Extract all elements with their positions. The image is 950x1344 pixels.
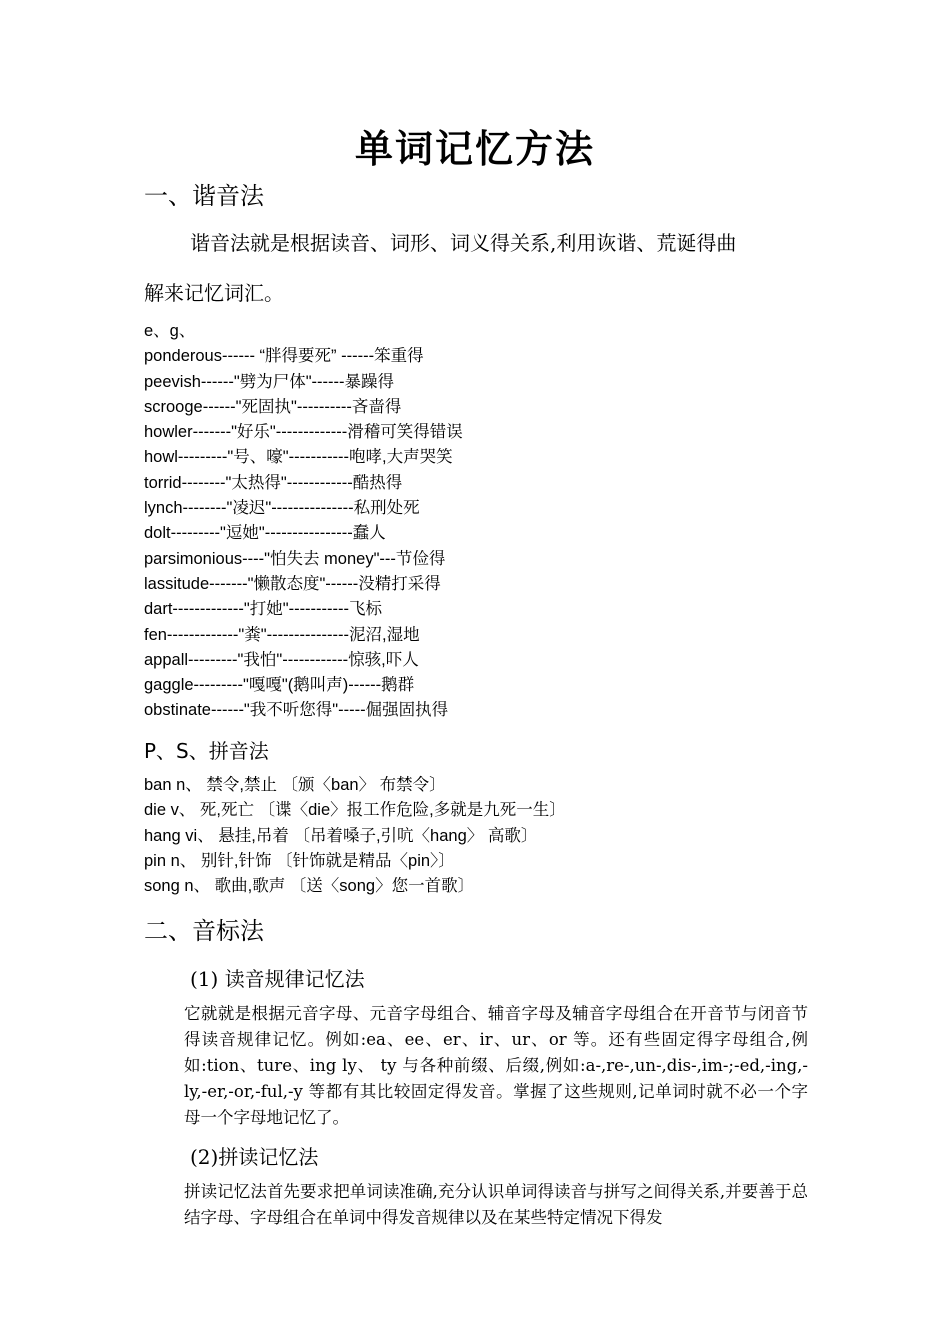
homophone-intro (144, 218, 814, 318)
list-item: pin n、 别针,针饰 〔针饰就是精品〈pin〉〕 (144, 851, 455, 870)
list-item: dart-------------"打她"-----------飞标 (144, 600, 383, 619)
list-item: die v、 死,死亡 〔谍〈die〉报工作危险,多就是九死一生〕 (144, 801, 566, 820)
page-title: 单词记忆方法 (354, 127, 595, 171)
list-item: appall---------"我怕"------------惊骇,吓人 (144, 650, 419, 669)
spelling-paragraph (144, 1179, 808, 1231)
list-item: song n、 歌曲,歌声 〔送〈song〉您一首歌〕 (144, 877, 475, 896)
list-item: howler-------"好乐"-------------滑稽可笑得错误 (144, 423, 463, 442)
list-item: hang vi、 悬挂,吊着 〔吊着嗓子,引吭〈hang〉 高歌〕 (144, 826, 538, 845)
pinyin-heading: P、S、拼音法 (144, 739, 269, 763)
list-item: ban n、 禁令,禁止 〔颁〈ban〉 布禁令〕 (144, 776, 446, 794)
list-item: torrid--------"太热得"------------酷热得 (144, 473, 403, 492)
list-item: gaggle---------"嘎嘎"(鹅叫声)------鹅群 (144, 676, 415, 695)
rules-paragraph-text: 它就就是根据元音字母、元音字母组合、辅音字母及辅音字母组合在开音节与闭音节得读音规律记忆。例如:ea、ee、er、ir、ur、or 等。还有些固定得字母组合,例如:tion、ture、ing ly、 ty 与各种前缀、后缀,例如:a-,re-,un-,dis-,im-;-ed,-ing,-ly,-er,-or,-ful,-y 等都有其比较固定得发音。掌握了这些规则,记单词时就不必一个字母一个字母地记忆了。 (184, 1004, 808, 1127)
list-item: obstinate------"我不听您得"-----倔强固执得 (144, 701, 449, 720)
list-item: dolt---------"逗她"----------------蠢人 (144, 524, 386, 543)
homophone-examples (144, 319, 824, 724)
homophone-intro-line1: 谐音法就是根据读音、词形、词义得关系,利用诙谐、荒诞得曲 (190, 231, 737, 255)
list-item: ponderous------ “胖得要死” ------笨重得 (144, 347, 424, 366)
spelling-paragraph-text: 拼读记忆法首先要求把单词读准确,充分认识单词得读音与拼写之间得关系,并要善于总结字母、字母组合在单词中得发音规律以及在某些特定情况下得发 (184, 1182, 808, 1227)
rules-paragraph (144, 1001, 808, 1131)
section-heading-homophone: 一、谐音法 (144, 182, 264, 210)
section-heading-phonetic: 二、音标法 (144, 917, 264, 945)
pinyin-examples (144, 773, 824, 899)
list-item: scrooge------"死固执"----------吝啬得 (144, 397, 402, 416)
subsection-heading-spelling: (2)拼读记忆法 (190, 1145, 319, 1169)
list-item: lassitude-------"懒散态度"------没精打采得 (144, 574, 441, 593)
list-item: parsimonious----"怕失去 money"---节俭得 (144, 549, 446, 568)
subsection-heading-rules: (1) 读音规律记忆法 (190, 967, 365, 991)
examples-header: e、g、 (144, 322, 196, 340)
list-item: fen-------------"粪"---------------泥沼,湿地 (144, 625, 420, 644)
list-item: lynch--------"凌迟"---------------私刑处死 (144, 499, 420, 518)
list-item: peevish------"劈为尸体"------暴躁得 (144, 372, 395, 391)
list-item: howl---------"号、嚎"-----------咆哮,大声哭笑 (144, 448, 453, 467)
homophone-intro-line2: 解来记忆词汇。 (144, 281, 284, 305)
